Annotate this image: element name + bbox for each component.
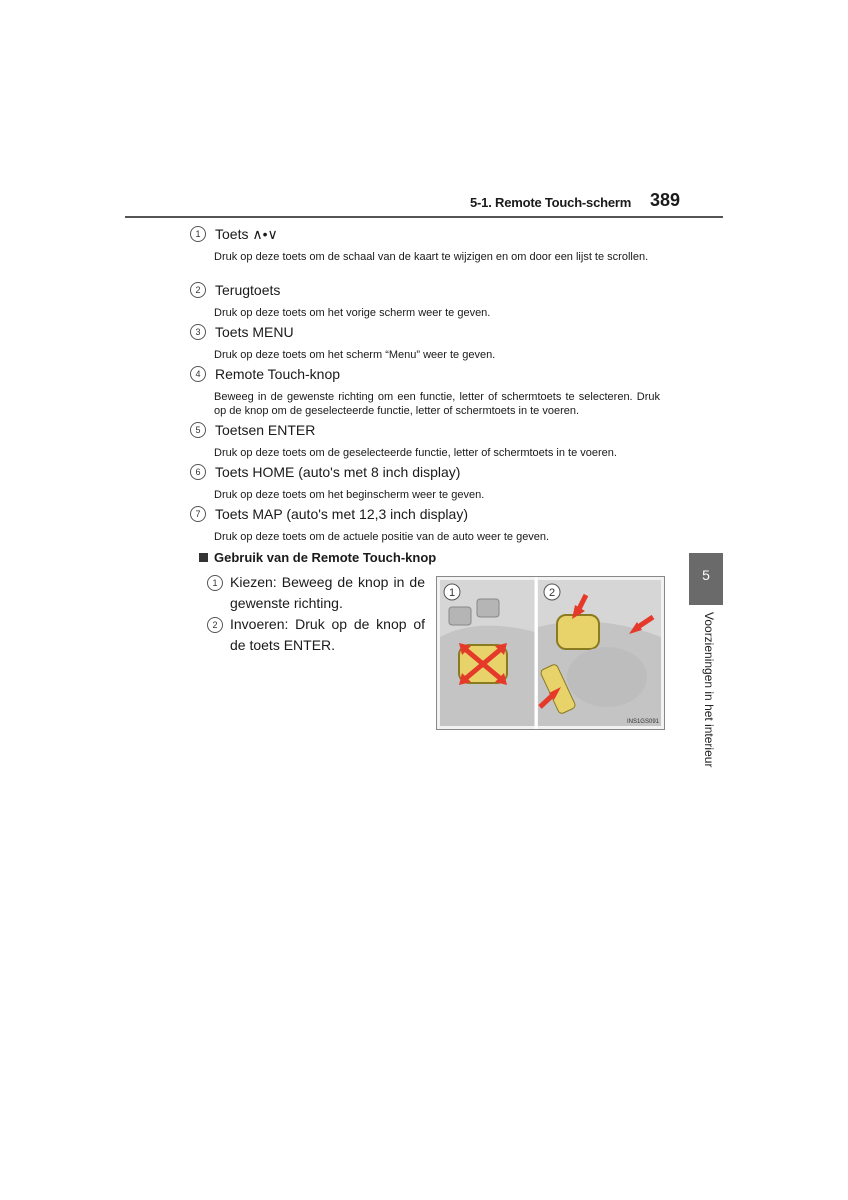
number-circle: 2 xyxy=(190,282,206,298)
illustration-svg xyxy=(437,577,664,729)
step-text: Kiezen: Beweeg de knop in de gewenste richting. xyxy=(230,574,425,611)
number-circle: 2 xyxy=(207,617,223,633)
console-button xyxy=(477,599,499,617)
remote-touch-knob xyxy=(557,615,599,649)
list-item xyxy=(190,225,649,263)
item-title: Remote Touch-knop xyxy=(215,366,341,382)
chapter-tab: 5 xyxy=(689,553,723,605)
item-description: Druk op deze toets om het scherm “Menu” weer te geven. xyxy=(214,349,496,361)
subsection-heading-text: Gebruik van de Remote Touch-knop xyxy=(214,549,437,565)
chapter-title: Voorzieningen in het interieur xyxy=(702,612,716,768)
list-item xyxy=(190,365,660,417)
square-bullet-icon xyxy=(199,553,208,562)
number-circle: 1 xyxy=(190,226,206,242)
item-title: Toets HOME (auto's met 8 inch display) xyxy=(215,464,461,480)
item-title: Toets MENU xyxy=(215,324,294,340)
panel-1-label: 1 xyxy=(448,587,456,599)
header-rule xyxy=(125,216,723,218)
item-description: Beweeg in de gewenste richting om een functie, letter of schermtoets te selecteren. Druk op de knop om de geselecteerde functie, letter of schermtoets in te voeren. xyxy=(214,391,660,417)
item-description: Druk op deze toets om de schaal van de kaart te wijzigen en om door een lijst te scrollen. xyxy=(214,251,649,263)
header-section-title: 5-1. Remote Touch-scherm xyxy=(470,195,632,210)
subsection-heading xyxy=(199,548,436,566)
step xyxy=(207,572,425,614)
list-item xyxy=(190,463,485,501)
knob-base xyxy=(567,647,647,707)
console-button xyxy=(449,607,471,625)
number-circle: 1 xyxy=(207,575,223,591)
panel-2-label: 2 xyxy=(548,587,556,599)
number-circle: 7 xyxy=(190,506,206,522)
number-circle: 3 xyxy=(190,324,206,340)
number-circle: 6 xyxy=(190,464,206,480)
list-item xyxy=(190,505,550,543)
item-description: Druk op deze toets om de geselecteerde functie, letter of schermtoets in te voeren. xyxy=(214,447,617,459)
item-title: Toets ∧•∨ xyxy=(215,225,278,242)
illustration xyxy=(436,576,665,730)
list-item xyxy=(190,323,496,361)
number-circle: 5 xyxy=(190,422,206,438)
item-title: Terugtoets xyxy=(215,282,281,298)
item-description: Druk op deze toets om het vorige scherm weer te geven. xyxy=(214,307,491,319)
list-item xyxy=(190,421,617,459)
item-title: Toets MAP (auto's met 12,3 inch display) xyxy=(215,506,468,522)
item-title: Toetsen ENTER xyxy=(215,422,316,438)
step-text: Invoeren: Druk op de knop of de toets ENTER. xyxy=(230,616,425,653)
step xyxy=(207,614,425,656)
item-description: Druk op deze toets om de actuele positie van de auto weer te geven. xyxy=(214,531,550,543)
figure-code: INS1GS091 xyxy=(626,719,659,725)
list-item xyxy=(190,281,491,319)
page-number: 389 xyxy=(650,190,681,210)
number-circle: 4 xyxy=(190,366,206,382)
item-description: Druk op deze toets om het beginscherm weer te geven. xyxy=(214,489,485,501)
